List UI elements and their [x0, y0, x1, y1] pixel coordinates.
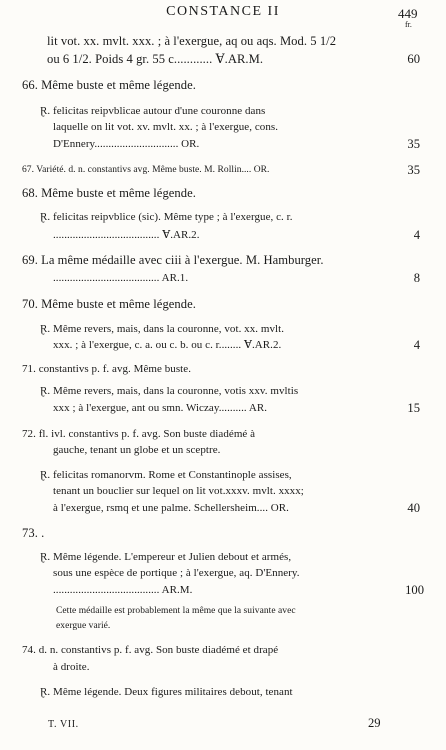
- text-line: xxx ; à l'exergue, ant ou smn. Wiczay.......... AR.: [53, 402, 268, 414]
- price: 60: [407, 52, 420, 66]
- price: 100: [405, 583, 424, 597]
- text-line: ...................................... AR.M.: [53, 584, 193, 596]
- text-line: Ɽ. Même revers, mais, dans la couronne, votis xxv. mvltis: [40, 385, 299, 397]
- page-number: 449: [398, 6, 418, 21]
- text-line: tenant un bouclier sur lequel on lit vot.xxxv. mvlt. xxxx;: [53, 485, 304, 497]
- entry-heading: 67. Variété. d. n. constantivs avg. Même buste. M. Rollin.... OR.: [22, 165, 270, 175]
- page-title: CONSTANCE II: [166, 4, 280, 19]
- text-line: D'Ennery.............................. OR.: [53, 138, 200, 150]
- text-line: lit vot. xx. mvlt. xxx. ; à l'exergue, aq ou aqs. Mod. 5 1/2: [47, 34, 337, 48]
- entry-heading: 73. .: [22, 526, 45, 540]
- text-line: Ɽ. Même légende. Deux figures militaires debout, tenant: [40, 686, 293, 698]
- entry-heading: 68. Même buste et même légende.: [22, 186, 196, 200]
- price: 4: [413, 228, 420, 242]
- text-line: Ɽ. felicitas reipvblice (sic). Même type ; à l'exergue, c. r.: [40, 211, 293, 223]
- text-line: à l'exergue, rsmq et une palme. Schellersheim.... OR.: [53, 502, 289, 514]
- text-line: Ɽ. Même légende. L'empereur et Julien debout et armés,: [40, 551, 292, 563]
- text-line: Ɽ. felicitas reipvblicae autour d'une couronne dans: [40, 105, 266, 117]
- text-line: Ɽ. Même revers, mais, dans la couronne, vot. xx. mvlt.: [40, 323, 285, 335]
- price: 35: [407, 137, 420, 151]
- entry-heading: 74. d. n. constantivs p. f. avg. Son buste diadémé et drapé: [22, 644, 279, 656]
- entry-heading: 70. Même buste et même légende.: [22, 297, 196, 311]
- text-line: ...................................... Ɐ.AR.2.: [53, 229, 200, 241]
- price: 8: [413, 271, 420, 285]
- currency-unit: fr.: [405, 20, 412, 29]
- text-line: xxx. ; à l'exergue, c. a. ou c. b. ou c. r........ Ɐ.AR.2.: [53, 339, 282, 351]
- signature-mark: 29: [368, 716, 381, 730]
- note-line: exergue varié.: [56, 621, 111, 631]
- entry-heading: 72. fl. ivl. constantivs p. f. avg. Son buste diadémé à: [22, 428, 256, 440]
- volume-marker: T. VII.: [48, 719, 79, 730]
- note-line: Cette médaille est probablement la même que la suivante avec: [56, 606, 296, 616]
- text-line: ou 6 1/2. Poids 4 gr. 55 c............ Ɐ.AR.M.: [47, 52, 264, 66]
- text-line: gauche, tenant un globe et un sceptre.: [53, 444, 221, 456]
- price: 40: [407, 501, 420, 515]
- text-line: ...................................... AR.1.: [53, 272, 189, 284]
- text-line: Ɽ. felicitas romanorvm. Rome et Constantinople assises,: [40, 469, 292, 481]
- text-line: laquelle on lit vot. xv. mvlt. xx. ; à l'exergue, cons.: [53, 121, 278, 133]
- entry-heading: 66. Même buste et même légende.: [22, 78, 196, 92]
- text-line: sous une espèce de portique ; à l'exergue, aq. D'Ennery.: [53, 567, 300, 579]
- entry-heading: 71. constantivs p. f. avg. Même buste.: [22, 363, 192, 375]
- price: 35: [407, 163, 420, 177]
- text-line: à droite.: [53, 661, 90, 673]
- entry-heading: 69. La même médaille avec ciii à l'exergue. M. Hamburger.: [22, 253, 324, 267]
- price: 4: [413, 338, 420, 352]
- price: 15: [407, 401, 420, 415]
